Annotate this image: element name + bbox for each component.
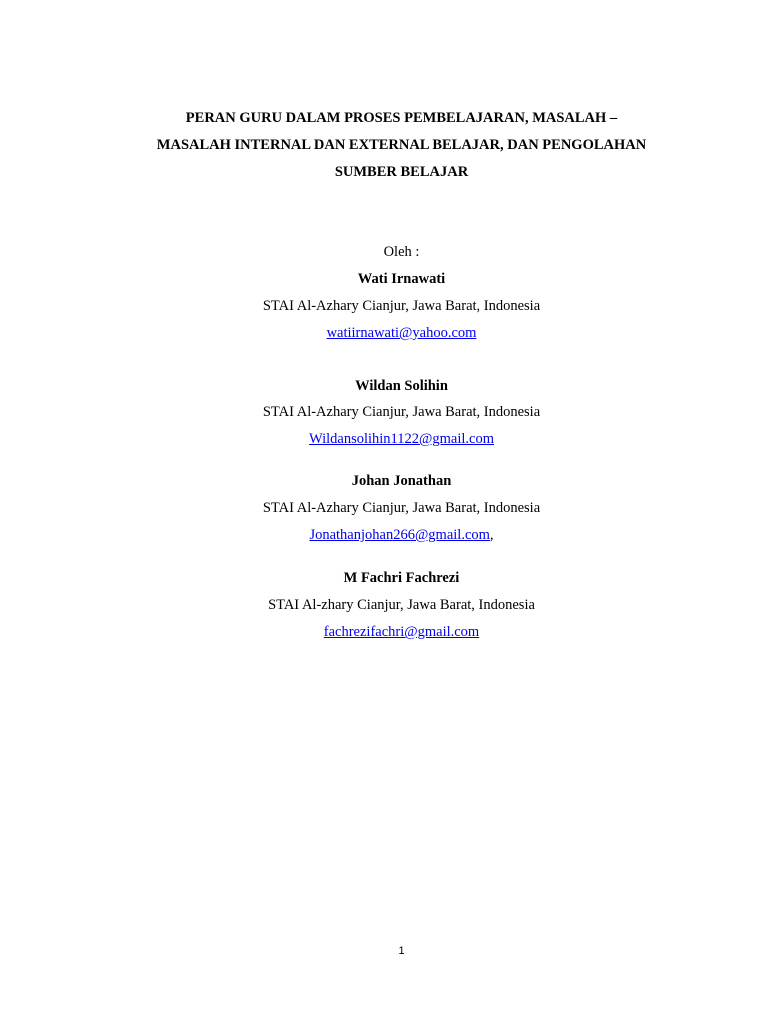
author-email-line-2 [0, 429, 768, 449]
title-line-3: SUMBER BELAJAR [334, 164, 469, 180]
page-number: 1 [398, 945, 405, 957]
document-title [100, 105, 703, 186]
title-line-1: PERAN GURU DALAM PROSES PEMBELAJARAN, MASALAH – [185, 110, 618, 126]
author-affiliation-4: STAI Al-zhary Cianjur, Jawa Barat, Indonesia [268, 597, 535, 613]
author-name-1: Wati Irnawati [357, 271, 446, 287]
author-name-4: M Fachri Fachrezi [343, 570, 460, 586]
author-email-link-3[interactable]: Jonathanjohan266@gmail.com [309, 527, 490, 543]
author-email-line-3 [0, 525, 768, 545]
author-name-3: Johan Jonathan [351, 473, 452, 489]
author-name-2: Wildan Solihin [355, 378, 448, 394]
title-line-2: MASALAH INTERNAL DAN EXTERNAL BELAJAR, DAN PENGOLAHAN [156, 137, 647, 153]
author-email-line-1 [0, 323, 768, 343]
author-email-link-1[interactable]: watiirnawati@yahoo.com [326, 325, 477, 341]
author-affiliation-3: STAI Al-Azhary Cianjur, Jawa Barat, Indonesia [262, 500, 541, 516]
author-email-line-4 [0, 622, 768, 642]
author-affiliation-2: STAI Al-Azhary Cianjur, Jawa Barat, Indonesia [262, 404, 541, 420]
author-email-trailing-3: , [489, 527, 494, 543]
author-affiliation-1: STAI Al-Azhary Cianjur, Jawa Barat, Indonesia [262, 298, 541, 314]
author-email-link-4[interactable]: fachrezifachri@gmail.com [323, 624, 480, 640]
author-email-link-2[interactable]: Wildansolihin1122@gmail.com [308, 431, 494, 447]
byline: Oleh : [383, 244, 420, 260]
